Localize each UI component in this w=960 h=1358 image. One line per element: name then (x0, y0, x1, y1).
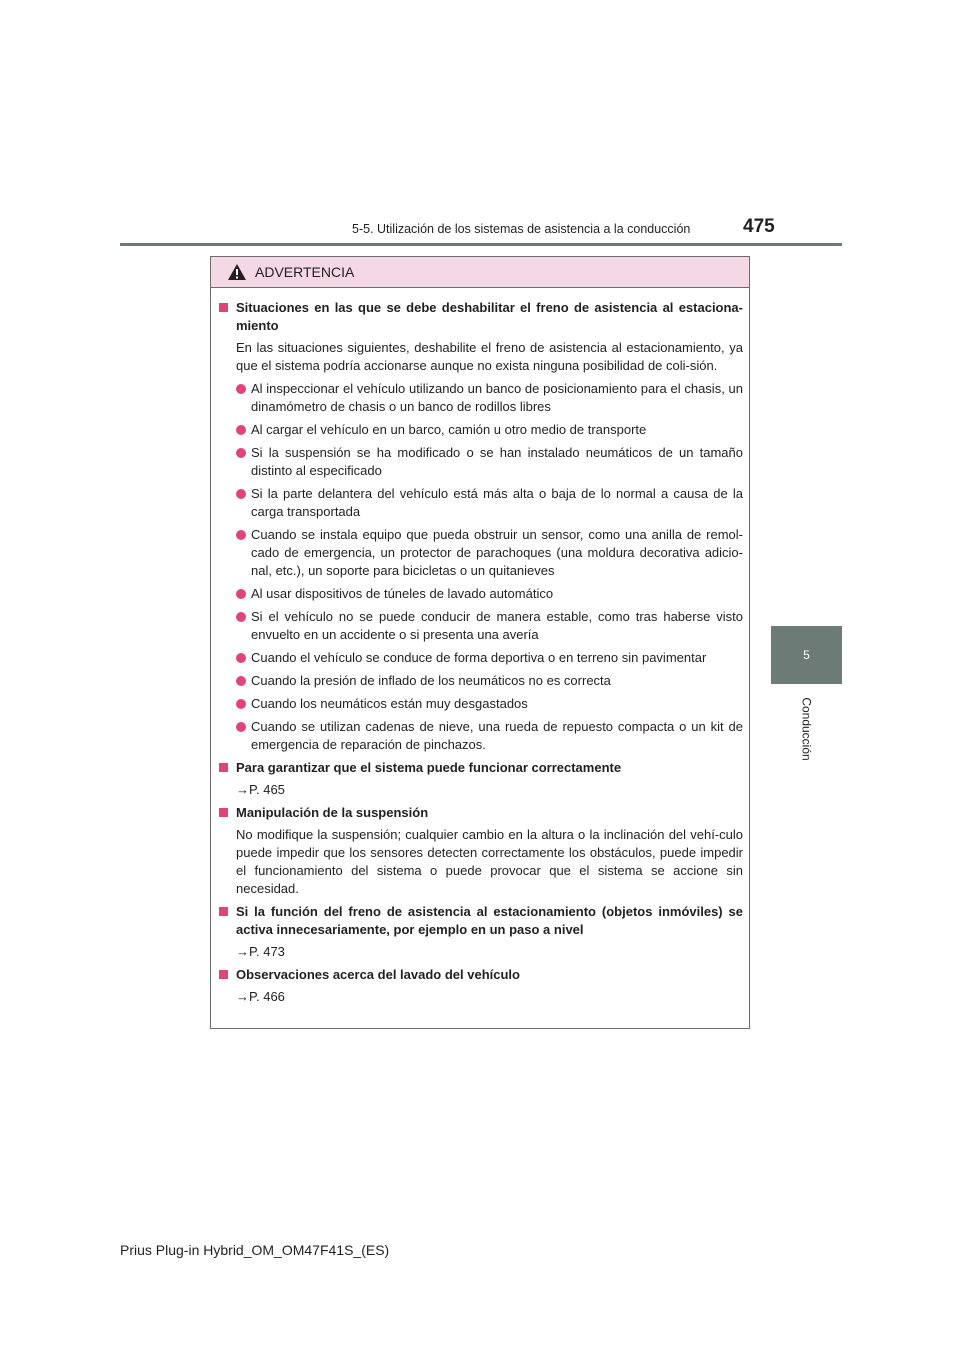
chapter-label-text: Conducción (800, 697, 814, 761)
page-number: 475 (743, 216, 775, 237)
warning-section (219, 759, 743, 777)
warning-section (219, 299, 743, 375)
list-item: Cuando los neumáticos están muy desgastados (219, 695, 743, 713)
chapter-tab (771, 626, 842, 684)
list-item: Al inspeccionar el vehículo utilizando un banco de posicionamiento para el chasis, un dinamómetro de chasis o un banco de rodillos libres (219, 380, 743, 416)
square-bullet-icon (219, 303, 228, 312)
round-bullet-icon (236, 653, 246, 663)
section-heading: Si la función del freno de asistencia al estacionamiento (objetos inmóviles) se activa innecesariamente, por ejemplo en un paso a nivel (236, 904, 743, 937)
section-text: No modifique la suspensión; cualquier cambio en la altura o la inclinación del vehí-culo puede impedir que los sensores detecten correctamente los obstáculos, puede impedir el funcionamiento del sistema o puede provocar que el sistema se accione sin necesidad. (236, 827, 743, 896)
header-rule (120, 243, 842, 246)
document-footer: Prius Plug-in Hybrid_OM_OM47F41S_(ES) (120, 1242, 390, 1258)
warning-section (219, 804, 743, 898)
page-reference: →P. 473 (236, 944, 285, 959)
round-bullet-icon (236, 722, 246, 732)
warning-section (219, 966, 743, 984)
round-bullet-icon (236, 676, 246, 686)
list-item: Si el vehículo no se puede conducir de manera estable, como tras haberse visto envuelto en un accidente o si presenta una avería (219, 608, 743, 644)
list-item: Al cargar el vehículo en un barco, camión u otro medio de transporte (219, 421, 743, 439)
round-bullet-icon (236, 699, 246, 709)
warning-box (210, 256, 750, 1029)
round-bullet-icon (236, 530, 246, 540)
warning-triangle-icon (227, 263, 247, 281)
list-item: Cuando se utilizan cadenas de nieve, una rueda de repuesto compacta o un kit de emergencia de reparación de pinchazos. (219, 718, 743, 754)
section-title: 5-5. Utilización de los sistemas de asistencia a la conducción (352, 222, 691, 236)
list-item: Si la parte delantera del vehículo está más alta o baja de lo normal a causa de la carga transportada (219, 485, 743, 521)
round-bullet-icon (236, 612, 246, 622)
square-bullet-icon (219, 970, 228, 979)
section-heading: Manipulación de la suspensión (236, 805, 429, 820)
round-bullet-icon (236, 384, 246, 394)
list-item: Al usar dispositivos de túneles de lavado automático (219, 585, 743, 603)
warning-title: ADVERTENCIA (255, 264, 355, 280)
round-bullet-icon (236, 489, 246, 499)
section-heading: Observaciones acerca del lavado del vehículo (236, 967, 520, 982)
square-bullet-icon (219, 907, 228, 916)
warning-body (211, 288, 749, 1006)
chapter-number: 5 (803, 648, 810, 662)
square-bullet-icon (219, 808, 228, 817)
round-bullet-icon (236, 589, 246, 599)
list-item: Cuando el vehículo se conduce de forma deportiva o en terreno sin pavimentar (219, 649, 743, 667)
warning-section (219, 903, 743, 939)
section-heading: Para garantizar que el sistema puede funcionar correctamente (236, 760, 622, 775)
list-item: Cuando se instala equipo que pueda obstruir un sensor, como una anilla de remol-cado de emergencia, un protector de parachoques (una moldura decorativa adicio-nal, etc.), un soporte para bicicletas o un quitanieves (219, 526, 743, 580)
list-item: Si la suspensión se ha modificado o se han instalado neumáticos de un tamaño distinto al especificado (219, 444, 743, 480)
warning-header (211, 257, 749, 288)
section-text: En las situaciones siguientes, deshabilite el freno de asistencia al estacionamiento, ya que el sistema podría accionarse aunque no exista ninguna posibilidad de coli-sión. (236, 340, 743, 373)
square-bullet-icon (219, 763, 228, 772)
round-bullet-icon (236, 425, 246, 435)
section-heading: Situaciones en las que se debe deshabilitar el freno de asistencia al estaciona-miento (236, 300, 743, 333)
page-reference: →P. 465 (236, 782, 285, 797)
page-reference: →P. 466 (236, 989, 285, 1004)
list-item: Cuando la presión de inflado de los neumáticos no es correcta (219, 672, 743, 690)
chapter-label (797, 684, 817, 774)
round-bullet-icon (236, 448, 246, 458)
